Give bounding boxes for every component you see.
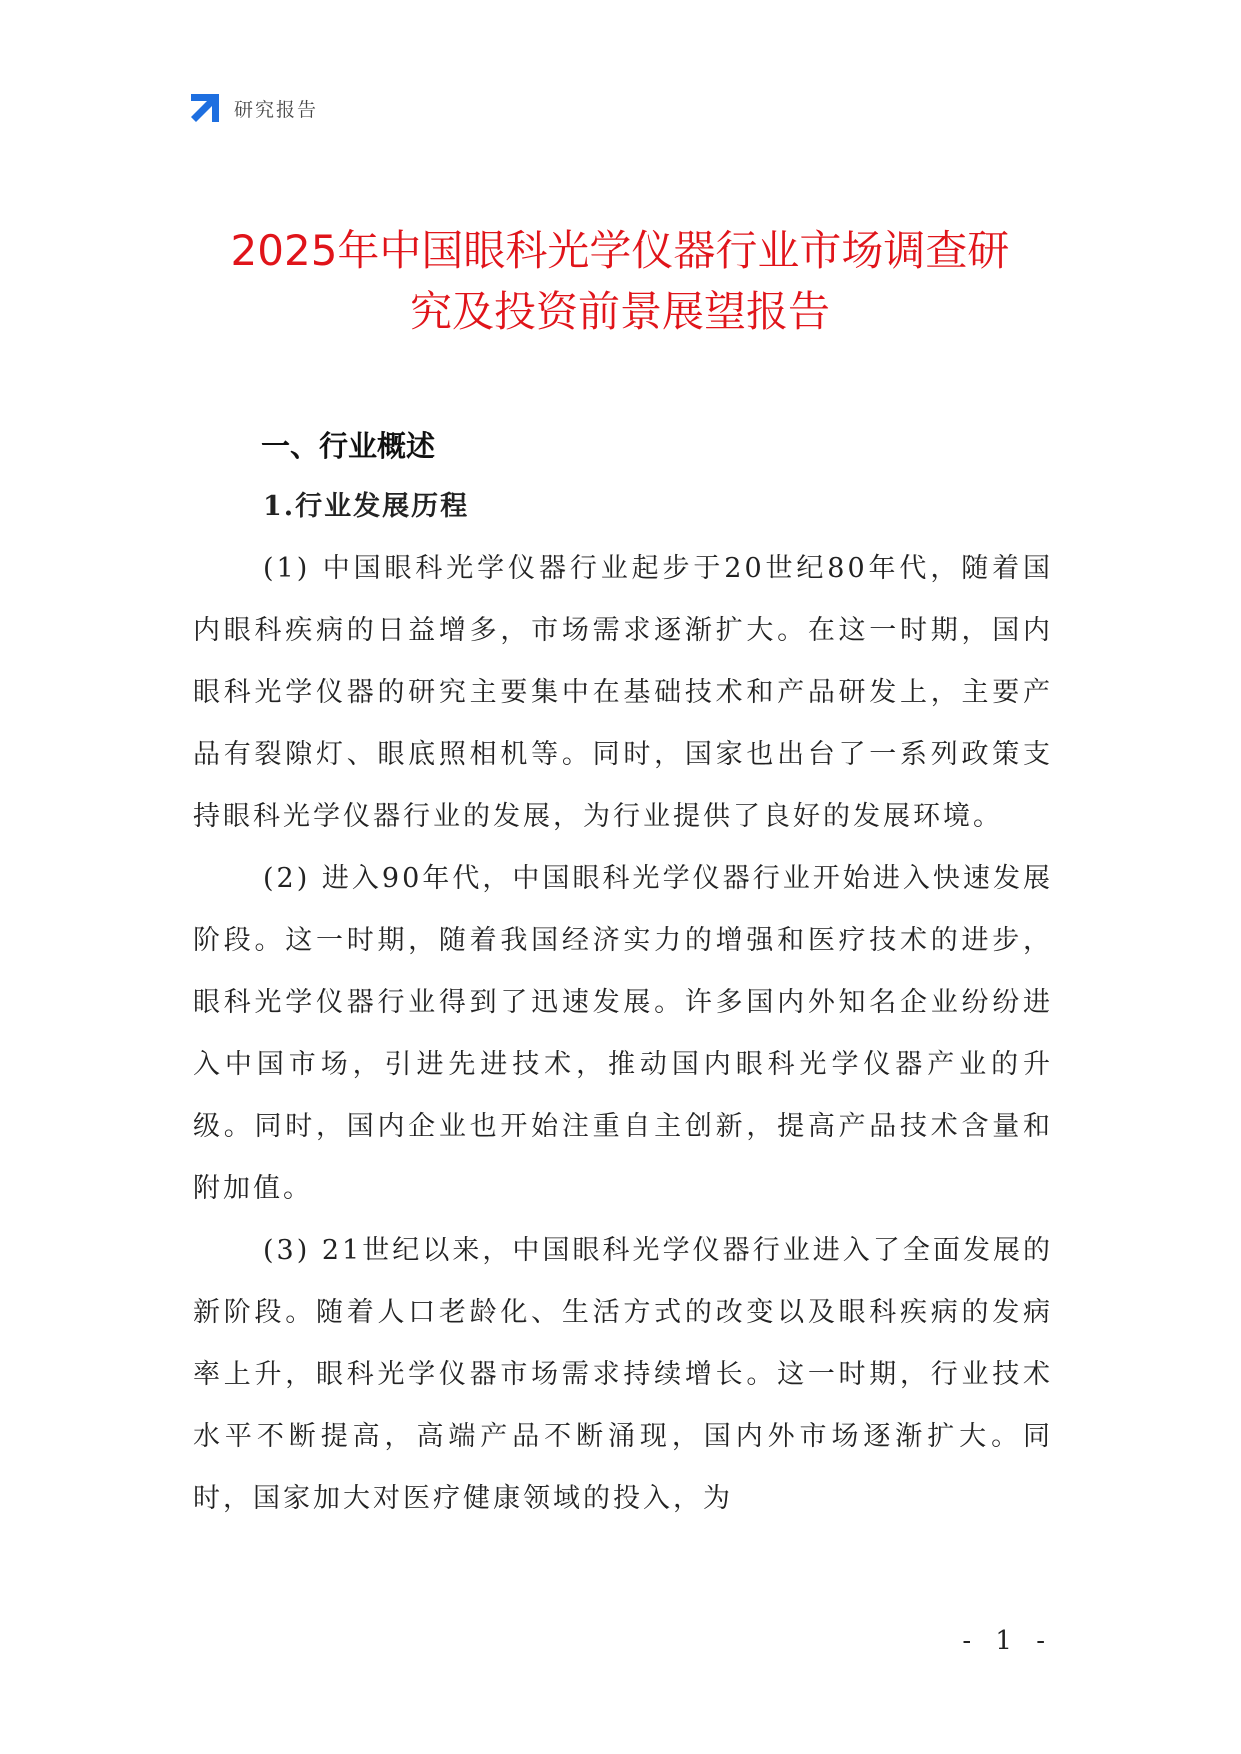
title-line-2: 究及投资前景展望报告 [409, 287, 830, 336]
section-heading: 一、行业概述 [261, 429, 436, 463]
document-header [187, 88, 318, 128]
paragraph-1: (1) 中国眼科光学仪器行业起步于20世纪80年代，随着国内眼科疾病的日益增多，市场需求逐渐扩大。在这一时期，国内眼科光学仪器的研究主要集中在基础技术和产品研发上，主要产品有裂隙灯、眼底照相机等。同时，国家也出台了一系列政策支持眼科光学仪器行业的发展，为行业提供了良好的发展环境。 [193, 553, 1053, 832]
document-title [170, 220, 1070, 342]
title-line-1: 2025年中国眼科光学仪器行业市场调查研 [230, 226, 1010, 275]
sub-heading: 1.行业发展历程 [263, 491, 470, 522]
paragraph-3: (3) 21世纪以来，中国眼科光学仪器行业进入了全面发展的新阶段。随着人口老龄化、生活方式的改变以及眼科疾病的发病率上升，眼科光学仪器市场需求持续增长。这一时期，行业技术水平不断提高，高端产品不断涌现，国内外市场逐渐扩大。同时，国家加大对医疗健康领域的投入，为 [193, 1235, 1053, 1514]
page-number: - 1 - [962, 1626, 1053, 1656]
paragraph-2: (2) 进入90年代，中国眼科光学仪器行业开始进入快速发展阶段。这一时期，随着我国经济实力的增强和医疗技术的进步，眼科光学仪器行业得到了迅速发展。许多国内外知名企业纷纷进入中国市场，引进先进技术，推动国内眼科光学仪器产业的升级。同时，国内企业也开始注重自主创新，提高产品技术含量和附加值。 [193, 863, 1053, 1204]
document-body [193, 416, 1053, 1530]
header-label: 研究报告 [234, 98, 319, 121]
arrow-up-right-icon [187, 90, 223, 126]
